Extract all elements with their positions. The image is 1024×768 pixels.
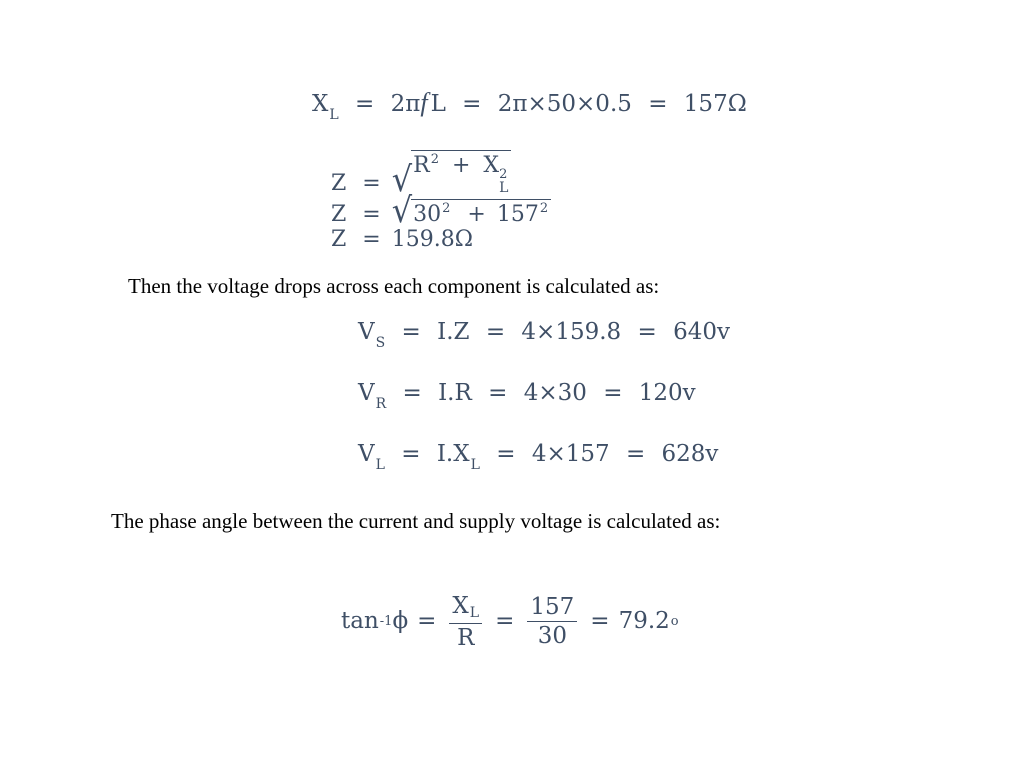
reactance-equation [312, 90, 747, 122]
equals-sign: = [362, 227, 381, 252]
degree-symbol: o [670, 614, 679, 630]
x-exponent: 2 [499, 167, 508, 182]
equals-sign: = [401, 319, 421, 345]
numeric-fraction [527, 595, 577, 648]
v-symbol: V [358, 319, 375, 345]
radical-icon: √ [391, 189, 413, 231]
reactance-calc: 2π×50×0.5 [497, 91, 632, 117]
voltage-calc: 4×30 [523, 380, 587, 406]
phase-intro-text: The phase angle between the current and supply voltage is calculated as: [111, 509, 721, 533]
voltage-expression: I.R [438, 380, 472, 406]
inductance-symbol: L [430, 91, 446, 117]
equals-sign: = [603, 380, 623, 406]
equals-sign: = [637, 319, 657, 345]
x-subscript: L [469, 605, 480, 621]
voltage-intro-text: Then the voltage drops across each component is calculated as: [128, 274, 660, 298]
v-symbol: V [358, 380, 375, 406]
plus-sign: + [451, 153, 471, 178]
equals-sign: = [648, 91, 668, 117]
r-exponent: 2 [430, 152, 439, 167]
equals-sign: = [590, 608, 610, 635]
z-symbol: Z [331, 202, 347, 227]
xl-symbol: X [312, 91, 329, 117]
v-subscript: L [375, 457, 385, 473]
equals-sign: = [402, 380, 422, 406]
equals-sign: = [462, 91, 482, 117]
xl-subscript: L [329, 107, 339, 123]
fraction-bar [527, 621, 577, 622]
fraction-denominator: R [457, 624, 475, 651]
tan-exponent: -1 [379, 614, 393, 630]
voltage-result: 640v [673, 319, 730, 345]
square-root [391, 189, 551, 231]
radicand [411, 199, 551, 226]
supply-voltage-equation [358, 321, 730, 350]
voltage-result: 628v [661, 441, 719, 467]
equals-sign: = [354, 91, 375, 117]
two-pi: 2π [390, 91, 421, 117]
impedance-formula [331, 150, 511, 200]
phase-angle-equation [341, 594, 679, 650]
impedance-result [331, 229, 473, 251]
equals-sign: = [488, 380, 508, 406]
x-symbol: X [483, 153, 500, 178]
expression-subscript: L [470, 457, 480, 473]
radicand [411, 150, 511, 195]
reactance-result: 157Ω [683, 91, 747, 117]
resistor-voltage-equation [358, 382, 696, 411]
v-subscript: R [375, 396, 387, 412]
fraction-numerator: 157 [530, 594, 575, 621]
impedance-substitution [331, 189, 551, 231]
phase-result: 79.2 [618, 608, 670, 635]
voltage-calc: 4×157 [531, 441, 610, 467]
v-subscript: S [375, 335, 386, 351]
equals-sign: = [496, 441, 516, 467]
resistance-value: 30 [413, 202, 442, 227]
frequency-symbol: f [420, 88, 428, 117]
radical-icon: √ [391, 158, 413, 200]
square-root [391, 150, 512, 200]
x-symbol: X [452, 593, 469, 619]
fraction-denominator: 30 [537, 623, 567, 650]
equals-sign: = [362, 171, 381, 196]
equals-sign: = [417, 608, 437, 635]
fraction-bar [449, 623, 482, 624]
equals-sign: = [625, 441, 646, 467]
resistance-exponent: 2 [442, 201, 451, 216]
impedance-value: 159.8Ω [391, 227, 473, 252]
r-symbol: R [413, 153, 430, 178]
inductor-voltage-equation [358, 443, 718, 472]
fraction-numerator [449, 594, 482, 621]
reactance-resistance-fraction [449, 594, 482, 650]
x-subscript: L [499, 180, 509, 196]
equals-sign: = [495, 608, 515, 635]
voltage-calc: 4×159.8 [521, 319, 622, 345]
z-symbol: Z [331, 227, 347, 252]
phi-symbol: ϕ [392, 608, 409, 635]
z-symbol: Z [331, 171, 347, 196]
voltage-result: 120v [638, 380, 696, 406]
reactance-value: 157 [496, 202, 539, 227]
x-indices [499, 168, 508, 195]
tan-function: tan [341, 608, 379, 635]
equals-sign: = [401, 441, 421, 467]
voltage-expression: I.Z [437, 319, 470, 345]
v-symbol: V [358, 441, 375, 467]
plus-sign: + [467, 202, 486, 227]
voltage-expression: I.X [436, 441, 470, 467]
reactance-exponent: 2 [539, 201, 549, 216]
equals-sign: = [485, 319, 506, 345]
equals-sign: = [362, 202, 381, 227]
